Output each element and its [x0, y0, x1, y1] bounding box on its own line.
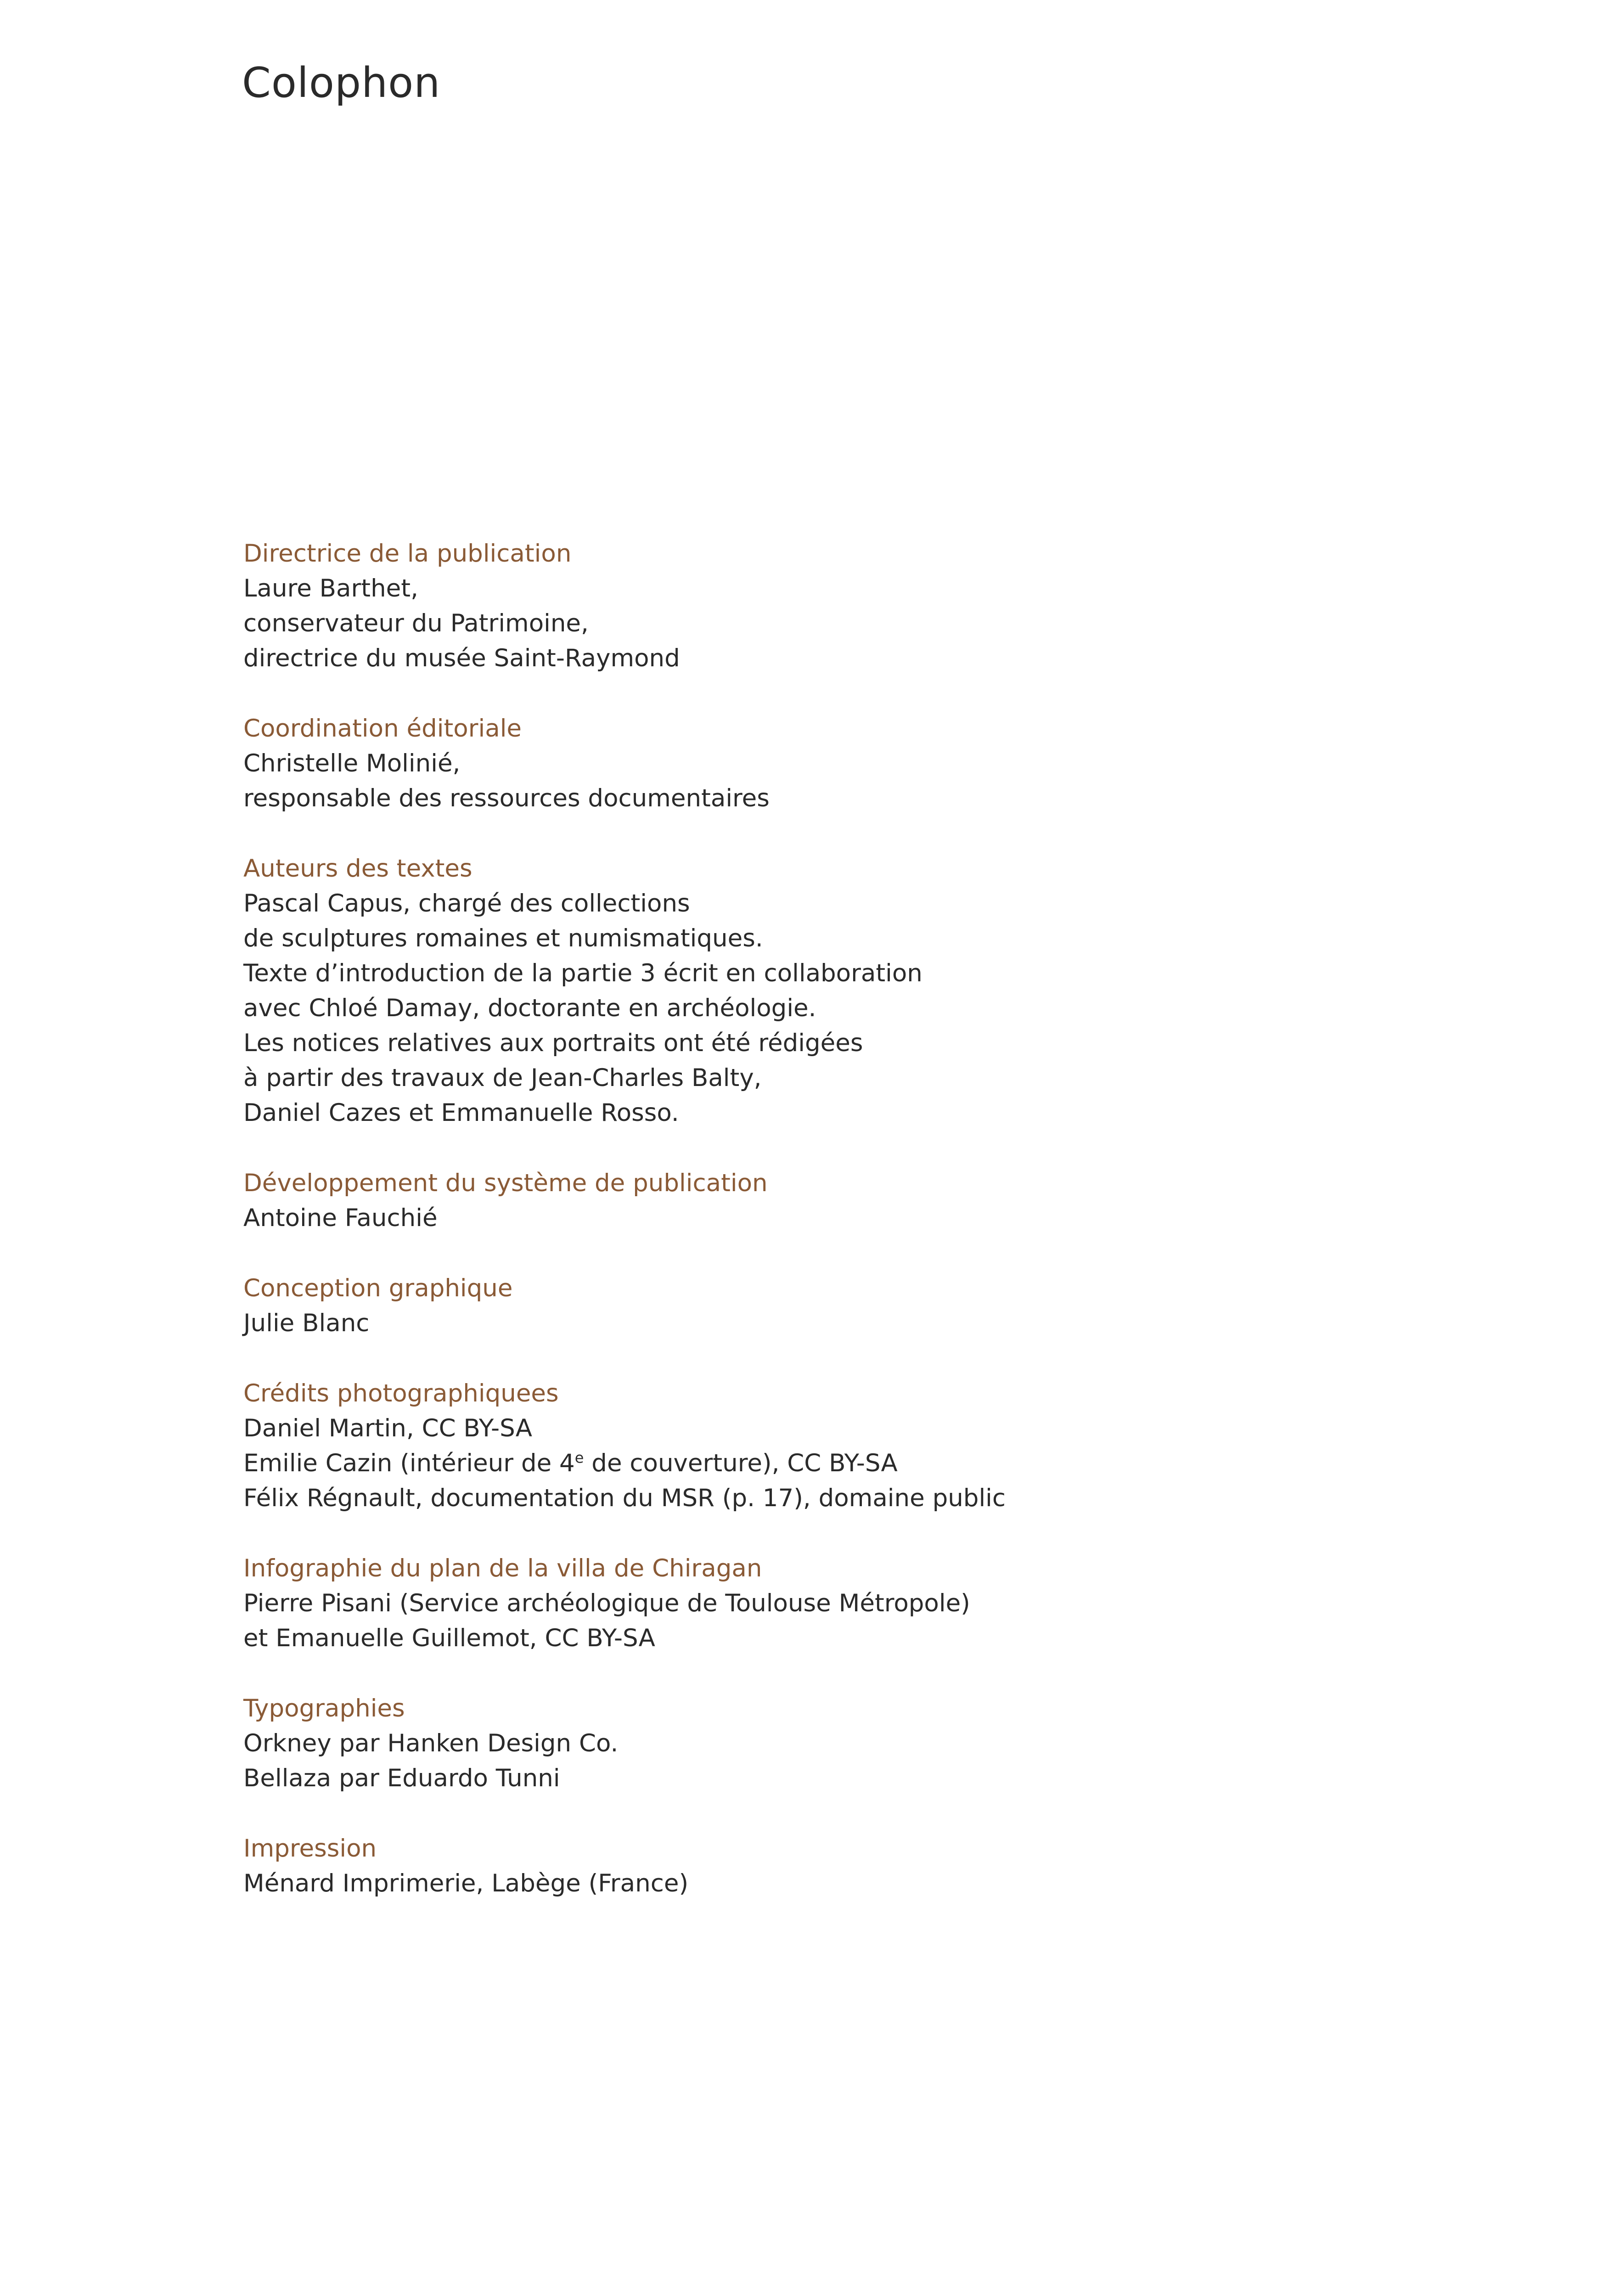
section-line: de sculptures romaines et numismatiques. — [243, 924, 763, 952]
credit-section — [243, 851, 1208, 1131]
section-line: à partir des travaux de Jean-Charles Balty, — [243, 1064, 762, 1092]
section-line: Christelle Molinié, — [243, 749, 461, 777]
section-line: Orkney par Hanken Design Co. — [243, 1729, 619, 1757]
section-line: Félix Régnault, documentation du MSR (p. 17), domaine public — [243, 1484, 1006, 1512]
credit-section — [243, 1271, 1208, 1341]
section-heading: Directrice de la publication — [243, 540, 572, 568]
section-line: Texte d’introduction de la partie 3 écrit en collaboration — [243, 959, 922, 987]
section-heading: Crédits photographiquees — [243, 1379, 559, 1407]
section-line: Daniel Martin, CC BY-SA — [243, 1414, 532, 1442]
line-text-after: de couverture), CC BY-SA — [584, 1449, 898, 1477]
section-line: Pascal Capus, chargé des collections — [243, 889, 690, 917]
section-heading: Typographies — [243, 1694, 405, 1722]
credit-section — [243, 1376, 1208, 1516]
section-line: Laure Barthet, — [243, 574, 418, 602]
section-line: Bellaza par Eduardo Tunni — [243, 1764, 560, 1792]
line-text-before: Emilie Cazin (intérieur de 4 — [243, 1449, 575, 1477]
section-line: directrice du musée Saint-Raymond — [243, 644, 680, 672]
section-line: avec Chloé Damay, doctorante en archéologie. — [243, 994, 816, 1022]
credit-section — [243, 536, 1208, 676]
credit-section — [243, 1691, 1208, 1796]
section-heading: Coordination éditoriale — [243, 715, 522, 743]
section-line: responsable des ressources documentaires — [243, 784, 770, 812]
section-line: Julie Blanc — [243, 1309, 370, 1337]
section-heading: Infographie du plan de la villa de Chiragan — [243, 1554, 762, 1582]
section-heading: Conception graphique — [243, 1274, 513, 1302]
section-heading: Auteurs des textes — [243, 855, 472, 883]
section-line: Ménard Imprimerie, Labège (France) — [243, 1869, 689, 1897]
section-heading: Impression — [243, 1835, 377, 1863]
section-line: et Emanuelle Guillemot, CC BY-SA — [243, 1624, 655, 1652]
credit-section — [243, 1166, 1208, 1236]
ordinal-superscript: e — [574, 1449, 584, 1467]
section-line: Daniel Cazes et Emmanuelle Rosso. — [243, 1099, 679, 1127]
credit-section — [243, 1551, 1208, 1656]
credit-section — [243, 1831, 1208, 1901]
page-title: Colophon — [242, 59, 441, 107]
section-heading: Développement du système de publication — [243, 1169, 768, 1197]
section-line: Les notices relatives aux portraits ont été rédigées — [243, 1029, 863, 1057]
credit-section — [243, 711, 1208, 816]
section-line: Antoine Fauchié — [243, 1204, 438, 1232]
colophon-credits — [243, 536, 1208, 1936]
section-line — [243, 1446, 1208, 1481]
section-line: Pierre Pisani (Service archéologique de Toulouse Métropole) — [243, 1589, 970, 1617]
section-line: conservateur du Patrimoine, — [243, 609, 589, 637]
